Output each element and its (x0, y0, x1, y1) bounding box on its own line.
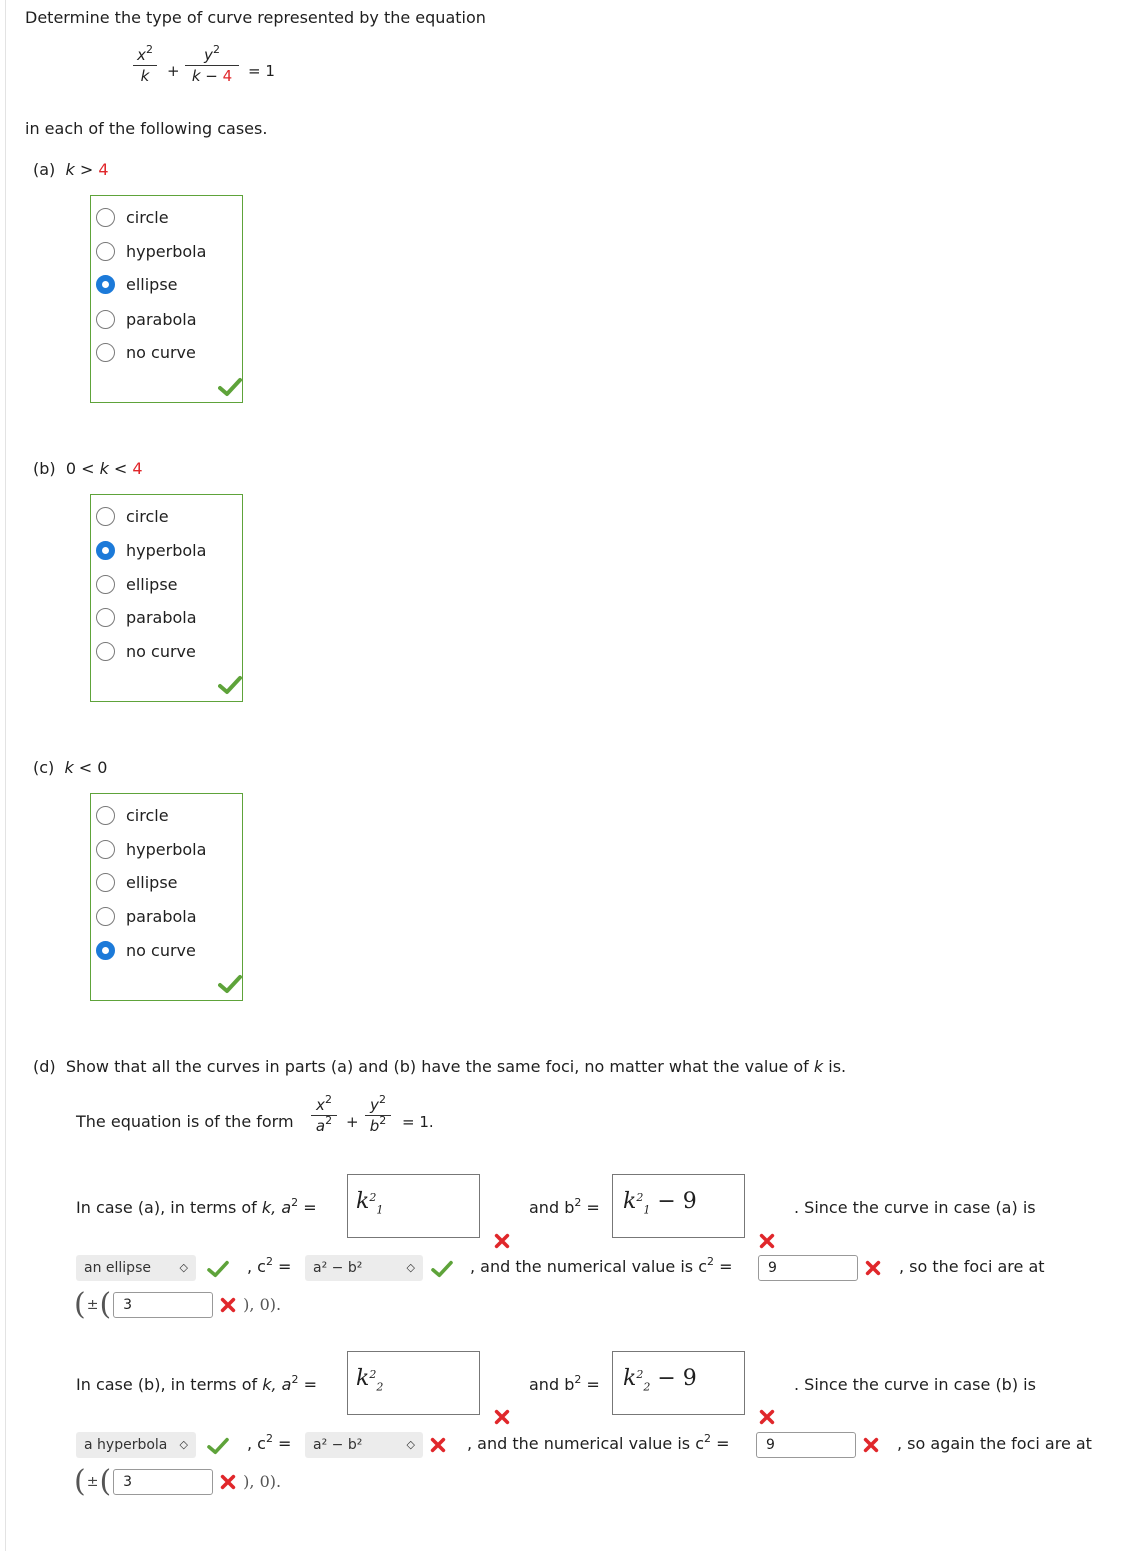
eq-frac-1: $x^2$ k (133, 46, 157, 85)
option-parabola[interactable]: parabola (96, 905, 197, 927)
case-a-c2-numeric-input[interactable]: 9 (758, 1255, 858, 1281)
option-hyperbola[interactable]: hyperbola (96, 838, 206, 860)
case-b-a2-input[interactable] (347, 1351, 480, 1415)
option-circle[interactable]: circle (96, 804, 169, 826)
case-a-b2-input[interactable] (612, 1174, 745, 1238)
radio-circle[interactable] (96, 507, 115, 526)
incorrect-x-icon (758, 1408, 776, 1426)
option-no-curve[interactable]: no curve (96, 341, 196, 363)
case-b-b2-input[interactable] (612, 1351, 745, 1415)
case-b-b2-label: and $b^2$ = (529, 1373, 600, 1394)
case-b-lead: In case (b), in terms of k, $a^2$ = (76, 1373, 317, 1394)
incorrect-x-icon (493, 1408, 511, 1426)
radio-hyperbola[interactable] (96, 242, 115, 261)
radio-ellipse[interactable] (96, 575, 115, 594)
case-a-c2-label: , $c^2$ = (247, 1255, 292, 1276)
case-b-b2-answer: $k^2_2 - 9$ (623, 1366, 697, 1394)
radio-no-curve[interactable] (96, 343, 115, 362)
eq-frac-2: $y^2$ k − 4 (185, 46, 239, 85)
form-frac-2: $y^2$ $b^2$ (365, 1096, 391, 1135)
chevron-updown-icon: ◇ (179, 1438, 188, 1451)
option-ellipse[interactable]: ellipse (96, 871, 178, 893)
radio-circle[interactable] (96, 208, 115, 227)
form-frac-1: $x^2$ $a^2$ (311, 1096, 337, 1135)
case-b-type-select[interactable]: a hyperbola ◇ (76, 1432, 196, 1458)
chevron-updown-icon: ◇ (406, 1438, 415, 1451)
radio-ellipse-selected[interactable] (96, 275, 115, 294)
incorrect-x-icon (429, 1436, 447, 1454)
radio-parabola[interactable] (96, 310, 115, 329)
part-c-choices (90, 793, 243, 1001)
option-circle[interactable]: circle (96, 206, 169, 228)
case-b-since: . Since the curve in case (b) is (794, 1375, 1036, 1394)
radio-hyperbola[interactable] (96, 840, 115, 859)
radio-circle[interactable] (96, 806, 115, 825)
case-b-numerical-label: , and the numerical value is $c^2$ = (467, 1432, 730, 1453)
option-circle[interactable]: circle (96, 505, 169, 527)
chevron-updown-icon: ◇ (179, 1261, 188, 1274)
radio-hyperbola-selected[interactable] (96, 541, 115, 560)
incorrect-x-icon (864, 1259, 882, 1277)
case-a-lead: In case (a), in terms of k, $a^2$ = (76, 1196, 317, 1217)
case-b-a2-answer: $k^2_2$ (356, 1366, 384, 1394)
case-a-foci-text: , so the foci are at (899, 1257, 1045, 1276)
radio-ellipse[interactable] (96, 873, 115, 892)
correct-check-icon (218, 377, 242, 397)
correct-check-icon (218, 974, 242, 994)
option-parabola[interactable]: parabola (96, 606, 197, 628)
option-no-curve[interactable]: no curve (96, 939, 196, 961)
incorrect-x-icon (758, 1232, 776, 1250)
eq-rhs: = 1 (248, 62, 275, 80)
incorrect-x-icon (862, 1436, 880, 1454)
part-b-heading: (b) 0 < k < 4 (33, 459, 143, 478)
eq-plus: + (167, 62, 180, 80)
left-border (5, 0, 6, 1551)
case-b-foci-text: , so again the foci are at (897, 1434, 1092, 1453)
option-ellipse[interactable]: ellipse (96, 573, 178, 595)
case-a-a2-input[interactable] (347, 1174, 480, 1238)
form-rhs: = 1. (402, 1113, 434, 1131)
case-b-c2-label: , $c^2$ = (247, 1432, 292, 1453)
option-hyperbola[interactable]: hyperbola (96, 240, 206, 262)
part-b-choices (90, 494, 243, 702)
case-b-foci-input[interactable]: 3 (113, 1469, 213, 1495)
chevron-updown-icon: ◇ (406, 1261, 415, 1274)
case-a-foci-row: ( ± ( 3 ), 0). (74, 1287, 282, 1322)
question-intro: Determine the type of curve represented by the equation (25, 8, 486, 27)
cases-intro: in each of the following cases. (25, 119, 268, 138)
form-plus: + (346, 1113, 359, 1131)
incorrect-x-icon (219, 1296, 237, 1314)
incorrect-x-icon (493, 1232, 511, 1250)
form-label: The equation is of the form (76, 1112, 294, 1131)
correct-check-icon (207, 1260, 229, 1278)
option-parabola[interactable]: parabola (96, 308, 197, 330)
case-a-since: . Since the curve in case (a) is (794, 1198, 1036, 1217)
correct-check-icon (218, 675, 242, 695)
case-b-foci-row: ( ± ( 3 ), 0). (74, 1464, 282, 1499)
case-b-c2-select[interactable]: a² − b² ◇ (305, 1432, 423, 1458)
incorrect-x-icon (219, 1473, 237, 1491)
case-a-c2-select[interactable]: a² − b² ◇ (305, 1255, 423, 1281)
case-a-type-select[interactable]: an ellipse ◇ (76, 1255, 196, 1281)
option-hyperbola[interactable]: hyperbola (96, 539, 206, 561)
radio-no-curve[interactable] (96, 642, 115, 661)
case-b-c2-numeric-input[interactable]: 9 (756, 1432, 856, 1458)
radio-parabola[interactable] (96, 608, 115, 627)
option-ellipse[interactable]: ellipse (96, 273, 178, 295)
radio-parabola[interactable] (96, 907, 115, 926)
option-no-curve[interactable]: no curve (96, 640, 196, 662)
part-a-choices (90, 195, 243, 403)
correct-check-icon (207, 1437, 229, 1455)
case-a-a2-answer: $k^2_1$ (356, 1189, 384, 1217)
case-a-foci-input[interactable]: 3 (113, 1292, 213, 1318)
case-a-b2-answer: $k^2_1 - 9$ (623, 1189, 697, 1217)
correct-check-icon (431, 1260, 453, 1278)
case-a-numerical-label: , and the numerical value is $c^2$ = (470, 1255, 733, 1276)
part-c-heading: (c) k < 0 (33, 758, 108, 777)
case-a-b2-label: and $b^2$ = (529, 1196, 600, 1217)
part-a-heading: (a) k > 4 (33, 160, 109, 179)
radio-no-curve-selected[interactable] (96, 941, 115, 960)
part-d-prompt: (d) Show that all the curves in parts (a) and (b) have the same foci, no matter what the value of k is. (33, 1057, 847, 1076)
